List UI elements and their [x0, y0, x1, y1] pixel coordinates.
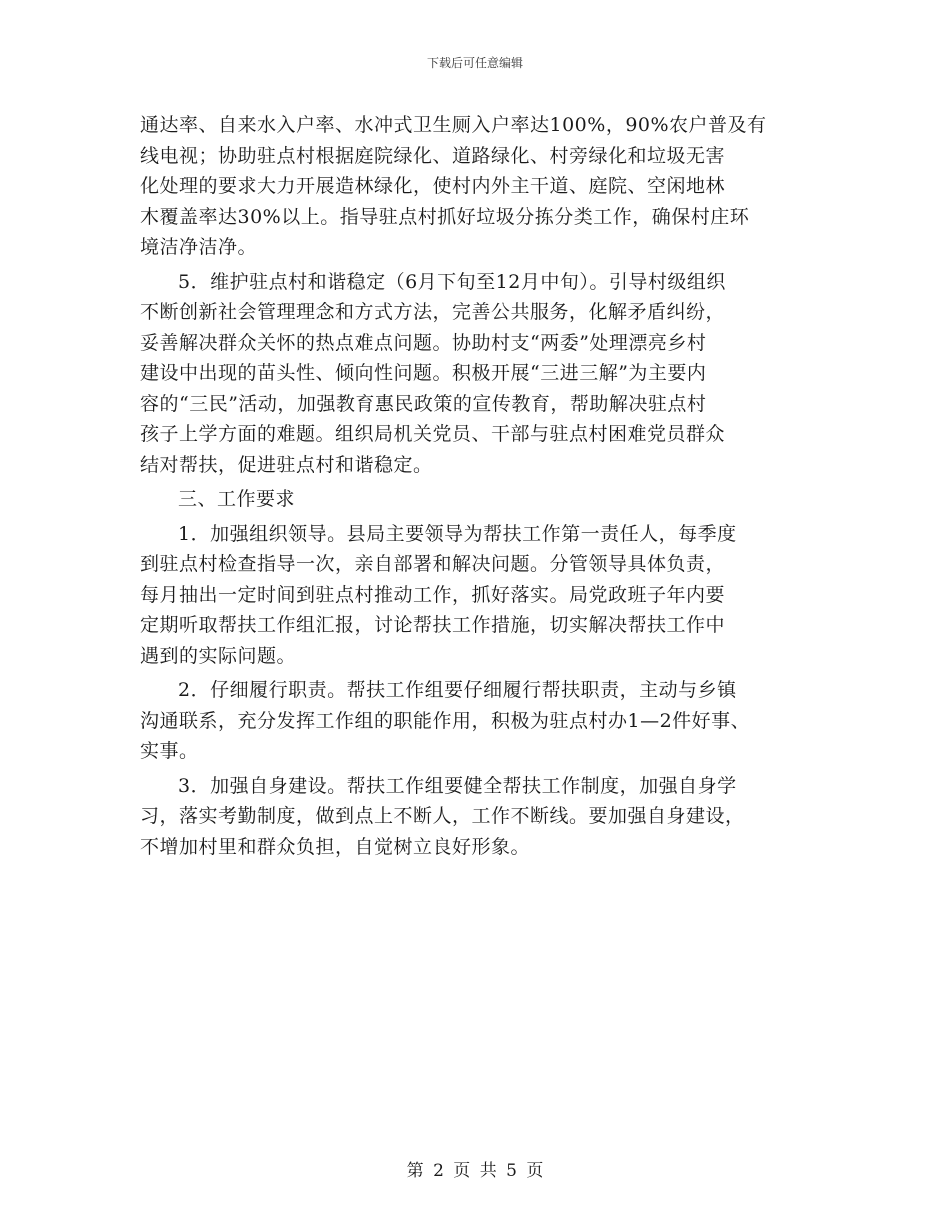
text-line: 建设中出现的苗头性、倾向性问题。积极开展“三进三解”为主要内 — [140, 362, 707, 384]
text-line: 1．加强组织领导。县局主要领导为帮扶工作第一责任人，每季度 — [178, 522, 737, 545]
text-line: 3．加强自身建设。帮扶工作组要健全帮扶工作制度，加强自身学 — [178, 774, 737, 797]
text-line: 化处理的要求大力开展造林绿化，使村内外主干道、庭院、空闲地林 — [140, 175, 726, 197]
text-line: 境洁净洁净。 — [140, 236, 258, 258]
text-line: 不增加村里和群众负担，自觉树立良好形象。 — [140, 835, 531, 858]
text-line: 结对帮扶，促进驻点村和谐稳定。 — [140, 453, 433, 476]
text-line: 沟通联系，充分发挥工作组的职能作用，积极为驻点村办1—2件好事、 — [140, 709, 751, 732]
text-line: 容的“三民”活动，加强教育惠民政策的宣传教育，帮助解决驻点村 — [140, 392, 707, 415]
text-line: 不断创新社会管理理念和方式方法，完善公共服务，化解矛盾纠纷， — [140, 301, 726, 323]
section-heading-text: 三、工作要求 — [178, 488, 296, 510]
text-line: 通达率、自来水入户率、水冲式卫生厕入户率达100%，90%农户普及有 — [140, 114, 767, 136]
paragraph — [140, 110, 812, 263]
document-body — [140, 110, 812, 862]
text-line: 每月抽出一定时间到驻点村推动工作，抓好落实。局党政班子年内要 — [140, 583, 726, 606]
text-line: 妥善解决群众关怀的热点难点问题。协助村支“两委”处理漂亮乡村 — [140, 331, 707, 354]
page-header: 下载后可任意编辑 — [426, 56, 523, 70]
text-line: 实事。 — [140, 740, 199, 762]
text-line: 遇到的实际问题。 — [140, 644, 297, 667]
text-line: 定期听取帮扶工作组汇报，讨论帮扶工作措施，切实解决帮扶工作中 — [140, 614, 726, 636]
paragraph — [140, 267, 812, 481]
text-line: 5．维护驻点村和谐稳定（6月下旬至12月中旬）。引导村级组织 — [178, 270, 726, 293]
text-line: 2．仔细履行职责。帮扶工作组要仔细履行帮扶职责，主动与乡镇 — [178, 679, 737, 701]
section-heading — [140, 484, 812, 515]
paragraph — [140, 771, 812, 863]
text-line: 孩子上学方面的难题。组织局机关党员、干部与驻点村困难党员群众 — [140, 423, 726, 445]
text-line: 习，落实考勤制度，做到点上不断人，工作不断线。要加强自身建设， — [140, 805, 745, 827]
text-line: 线电视；协助驻点村根据庭院绿化、道路绿化、村旁绿化和垃圾无害 — [140, 144, 726, 167]
paragraph — [140, 519, 812, 672]
page-footer: 第 2 页 共 5 页 — [406, 1161, 544, 1181]
text-line: 木覆盖率达30%以上。指导驻点村抓好垃圾分拣分类工作，确保村庄环 — [140, 205, 750, 228]
paragraph — [140, 675, 812, 767]
text-line: 到驻点村检查指导一次，亲自部署和解决问题。分管领导具体负责， — [140, 553, 726, 575]
